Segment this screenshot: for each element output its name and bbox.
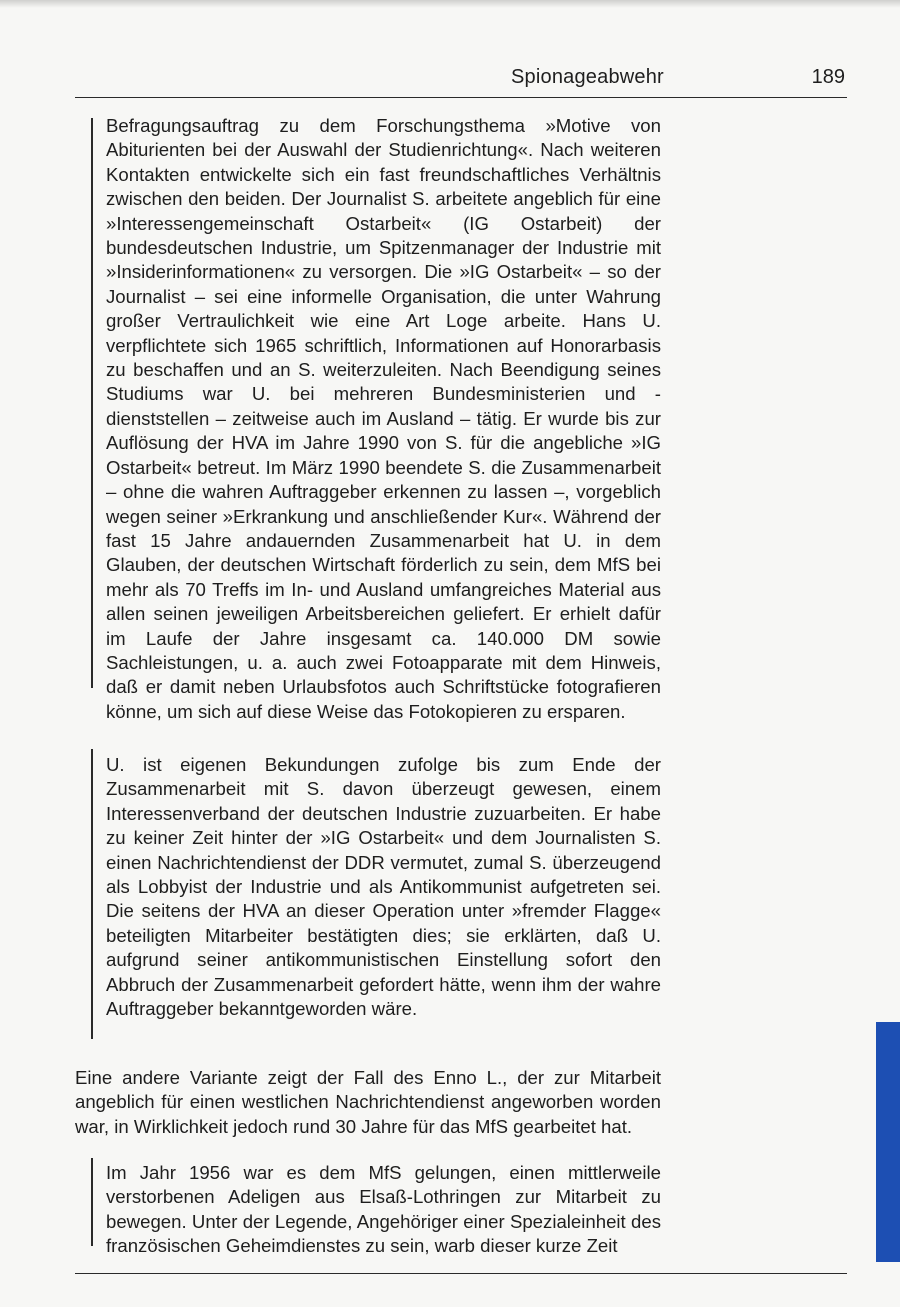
page-header xyxy=(75,66,847,96)
case-block-enno-l xyxy=(106,1161,661,1259)
paragraph: U. ist eigenen Bekundungen zufolge bis zum Ende der Zusammenarbeit mit S. davon überzeugt gewesen, einem Interessenverband der deutschen Industrie zuzuarbeiten. Er habe zu keiner Zeit hinter der »IG Ostarbeit« und dem Journalisten S. einen Nachrichtendienst der DDR vermutet, zumal S. überzeugend als Lobbyist der Industrie und als Antikommunist aufgetreten sei. Die seitens der HVA an dieser Operation unter »fremder Flagge« beteiligten Mitarbeiter bestätigten dies; sie erklärten, daß U. aufgrund seiner antikommunistischen Einstellung sofort den Abbruch der Zusammenarbeit gefordert hätte, wenn ihm der wahre Auftraggeber bekanntgeworden wäre. xyxy=(106,754,661,1020)
header-rule xyxy=(75,97,847,98)
body-paragraph xyxy=(75,1066,661,1139)
running-head: Spionageabwehr xyxy=(511,66,664,88)
case-block-hans-u xyxy=(106,114,661,724)
chapter-thumb-tab xyxy=(876,1022,900,1262)
paragraph: Eine andere Variante zeigt der Fall des Enno L., der zur Mitarbeit angeblich für einen westlichen Nachrichtendienst angeworben worden war, in Wirklichkeit jedoch rund 30 Jahre für das MfS gearbeitet hat. xyxy=(75,1067,661,1137)
paragraph: Im Jahr 1956 war es dem MfS gelungen, einen mittlerweile verstorbenen Adeligen aus Elsaß-Lothringen zur Mitarbeit zu bewegen. Unter der Legende, Angehöriger einer Spezialeinheit des französischen Geheimdienstes zu sein, warb dieser kurze Zeit xyxy=(106,1162,661,1257)
page-number: 189 xyxy=(811,66,845,88)
paragraph: Befragungsauftrag zu dem Forschungsthema »Motive von Abiturienten bei der Auswahl der Studienrichtung«. Nach weiteren Kontakten entwickelte sich ein fast freundschaftliches Verhältnis zwischen den beiden. Der Journalist S. arbeitete angeblich für eine »Interessengemeinschaft Ostarbeit« (IG Ostarbeit) der bundesdeutschen Industrie, um Spitzenmanager der Industrie mit »Insiderinformationen« zu versorgen. Die »IG Ostarbeit« – so der Journalist – sei eine informelle Organisation, die unter Wahrung großer Vertraulichkeit wie eine Art Loge arbeite. Hans U. verpflichtete sich 1965 schriftlich, Informationen auf Honorarbasis zu beschaffen und an S. weiterzuleiten. Nach Beendigung seines Studiums war U. bei mehreren Bundesministerien und -dienststellen – zeitweise auch im Ausland – tätig. Er wurde bis zur Auflösung der HVA im Jahre 1990 von S. für die angebliche »IG Ostarbeit« betreut. Im März 1990 beendete S. die Zusammenarbeit – ohne die wahren Auftraggeber erkennen zu lassen –, vorgeblich wegen seiner »Erkrankung und anschließender Kur«. Während der fast 15 Jahre andauernden Zusammenarbeit hat U. in dem Glauben, der deutschen Wirtschaft förderlich zu sein, dem MfS bei mehr als 70 Treffs im In- und Ausland umfangreiches Material aus allen seinen jeweiligen Arbeitsbereichen geliefert. Er erhielt dafür im Laufe der Jahre insgesamt ca. 140.000 DM sowie Sachleistungen, u. a. auch zwei Fotoapparate mit dem Hinweis, daß er damit neben Urlaubsfotos auch Schriftstücke fotografieren könne, um sich auf diese Weise das Fotokopieren zu ersparen. xyxy=(106,115,661,722)
indent-bar xyxy=(91,118,93,688)
indent-bar xyxy=(91,1158,93,1246)
page-top-edge xyxy=(0,0,900,8)
indent-bar xyxy=(91,749,93,1039)
footer-rule xyxy=(75,1273,847,1274)
case-block-hans-u-continued xyxy=(106,753,661,1021)
